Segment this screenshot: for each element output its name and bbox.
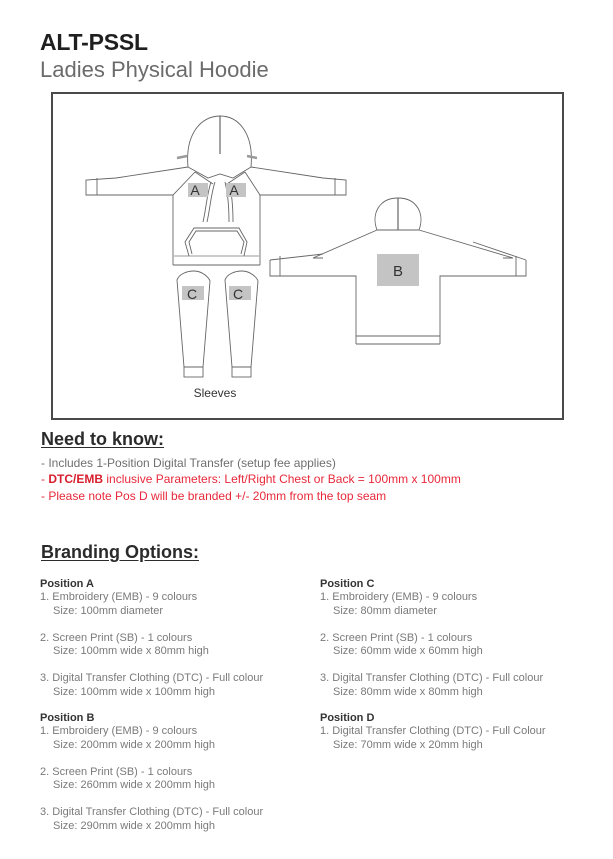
option-method: 1. Embroidery (EMB) - 9 colours — [40, 725, 198, 737]
note-setup-fee: - Includes 1-Position Digital Transfer (setup fee applies) — [41, 456, 336, 470]
position-b-block — [40, 711, 263, 833]
option-method: 1. Embroidery (EMB) - 9 colours — [40, 591, 198, 603]
note-inclusive-parameters — [41, 472, 461, 487]
label-c-right: C — [232, 286, 244, 302]
label-c-left: C — [186, 286, 198, 302]
option-item — [320, 725, 546, 752]
label-a-left: A — [190, 182, 200, 198]
position-title: Position C — [320, 578, 375, 590]
label-b: B — [392, 263, 404, 280]
need-to-know-heading: Need to know: — [41, 429, 165, 449]
option-method: 3. Digital Transfer Clothing (DTC) - Full colour — [320, 672, 544, 684]
note-pos-d: - Please note Pos D will be branded +/- 20mm from the top seam — [41, 489, 387, 503]
option-item — [40, 591, 263, 618]
option-item — [320, 632, 543, 659]
option-item — [40, 766, 263, 793]
option-method: 3. Digital Transfer Clothing (DTC) - Full colour — [40, 672, 264, 684]
option-item — [320, 591, 543, 618]
position-title: Position B — [40, 712, 95, 724]
option-method: 1. Digital Transfer Clothing (DTC) - Full Colour — [320, 725, 546, 737]
option-method: 2. Screen Print (SB) - 1 colours — [320, 631, 473, 644]
branding-options-heading: Branding Options: — [41, 542, 199, 562]
option-item — [40, 806, 263, 833]
garment-diagram-frame — [51, 92, 564, 420]
option-item — [320, 672, 543, 699]
product-name: Ladies Physical Hoodie — [40, 57, 269, 82]
position-a-block — [40, 577, 263, 699]
option-size: Size: 100mm wide x 80mm high — [53, 645, 209, 657]
option-method: 2. Screen Print (SB) - 1 colours — [40, 631, 193, 644]
option-size: Size: 200mm wide x 200mm high — [53, 738, 216, 751]
position-c-block — [320, 577, 543, 699]
sleeves-caption: Sleeves — [193, 386, 237, 400]
garment-diagram — [53, 94, 562, 418]
option-size: Size: 70mm wide x 20mm high — [333, 738, 483, 751]
option-item — [40, 632, 263, 659]
option-size: Size: 100mm diameter — [53, 604, 164, 617]
note-params-text: inclusive Parameters: Left/Right Chest or Back = 100mm x 100mm — [103, 472, 461, 486]
option-method: 2. Screen Print (SB) - 1 colours — [40, 765, 193, 778]
option-size: Size: 290mm wide x 200mm high — [53, 819, 216, 832]
position-markers — [182, 183, 419, 300]
option-size: Size: 80mm diameter — [333, 604, 437, 617]
option-item — [40, 672, 263, 699]
front-hoodie-drawing — [86, 116, 346, 265]
position-d-block — [320, 711, 546, 752]
option-size: Size: 80mm wide x 80mm high — [333, 685, 483, 698]
product-code: ALT-PSSL — [40, 29, 148, 55]
option-method: 3. Digital Transfer Clothing (DTC) - Full colour — [40, 806, 264, 818]
label-a-right: A — [229, 182, 239, 198]
position-title: Position D — [320, 712, 375, 724]
note-prefix: - — [41, 472, 49, 486]
option-size: Size: 100mm wide x 100mm high — [53, 685, 216, 698]
position-title: Position A — [40, 578, 94, 590]
option-item — [40, 725, 263, 752]
option-size: Size: 60mm wide x 60mm high — [333, 645, 483, 657]
note-bold-dtc-emb: DTC/EMB — [48, 472, 104, 486]
option-method: 1. Embroidery (EMB) - 9 colours — [320, 591, 478, 603]
option-size: Size: 260mm wide x 200mm high — [53, 779, 216, 791]
